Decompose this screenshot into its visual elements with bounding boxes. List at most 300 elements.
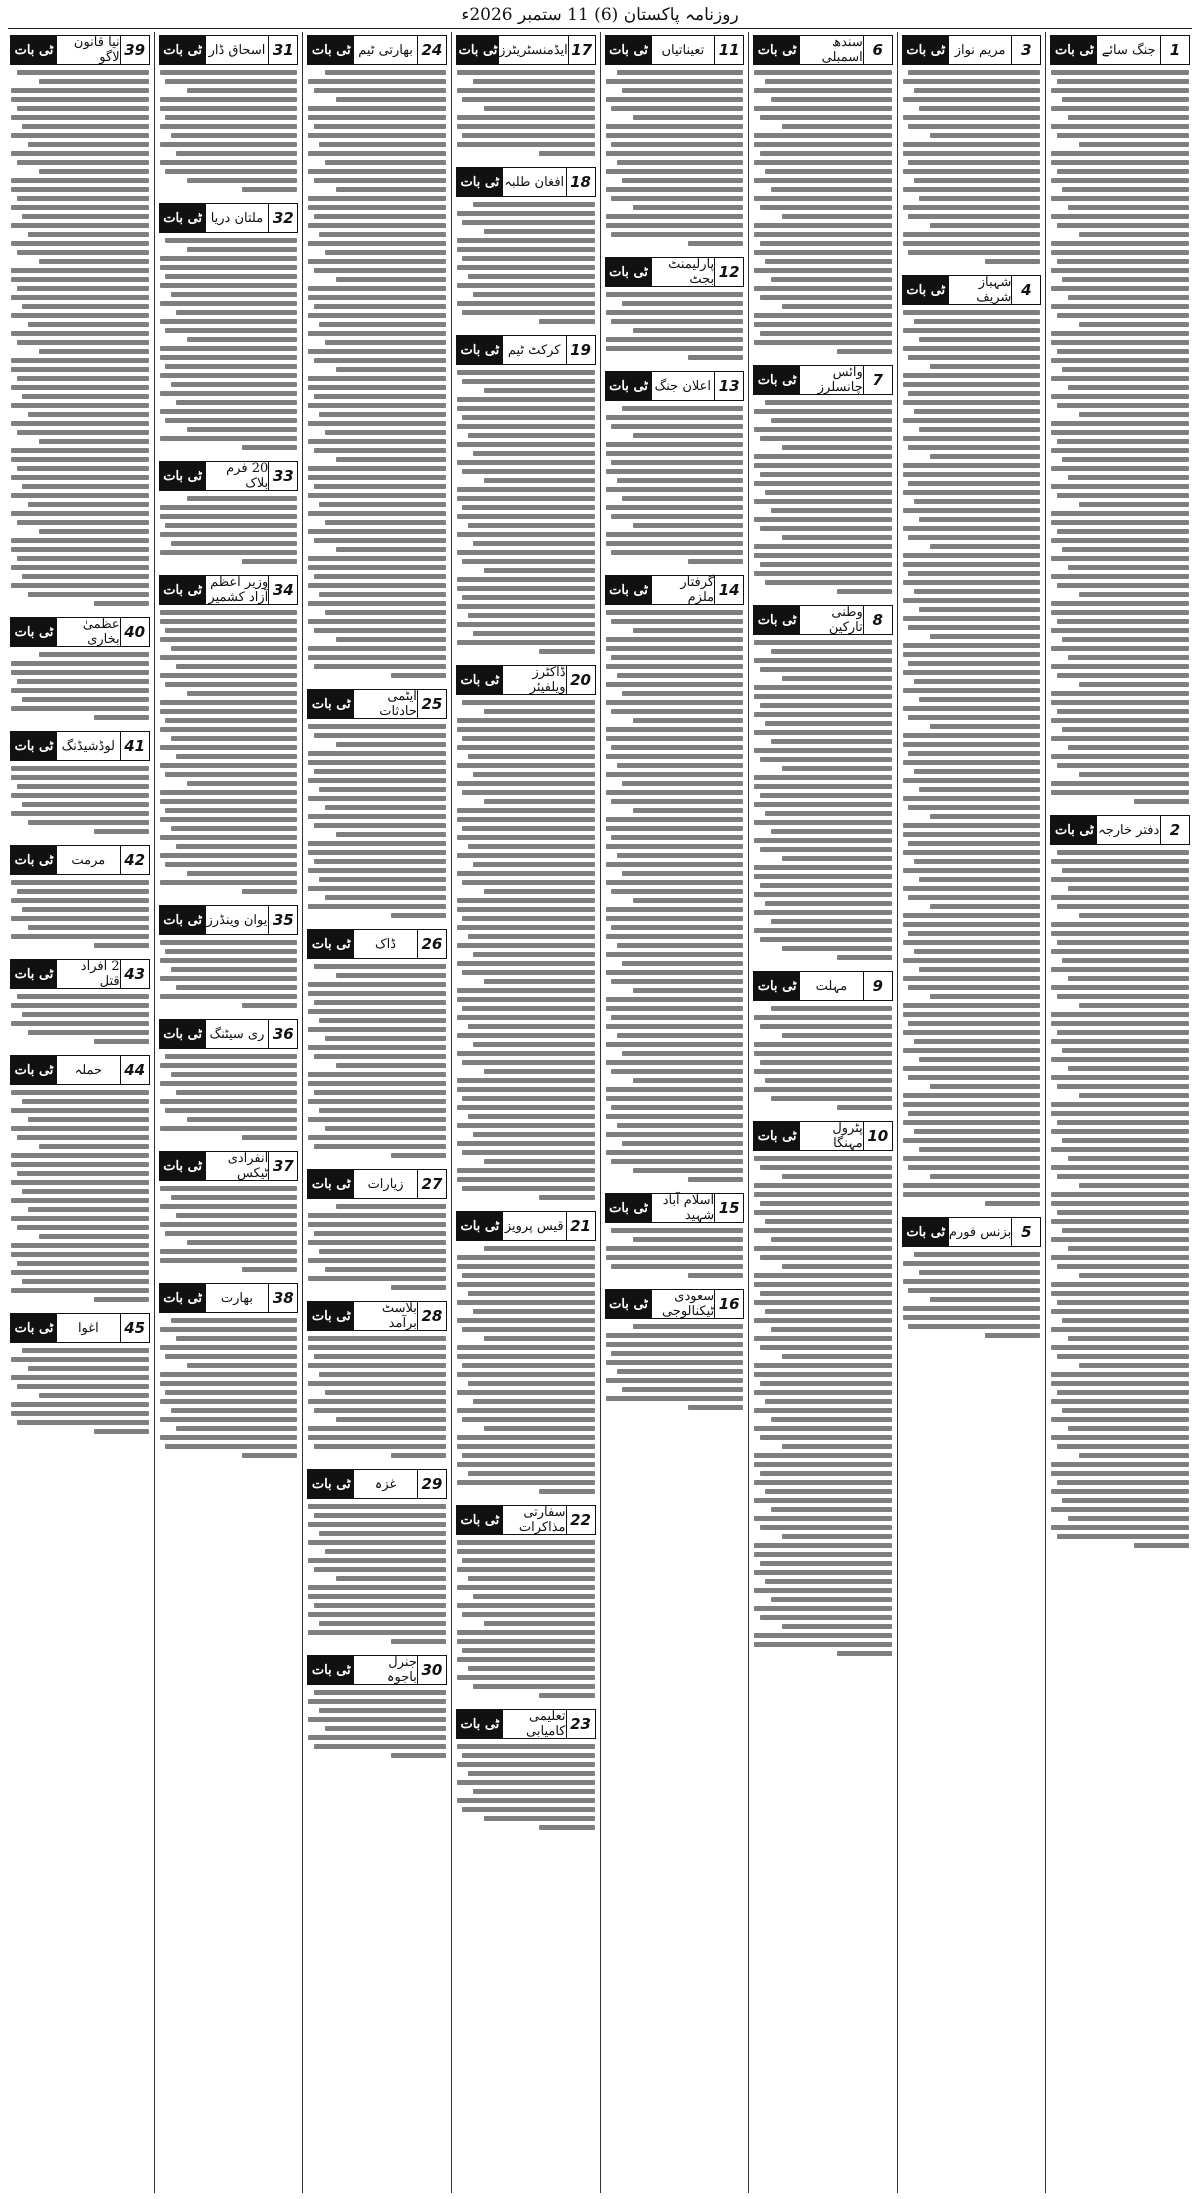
text-line (765, 1078, 892, 1083)
text-line (17, 679, 149, 684)
text-line (336, 97, 446, 102)
text-line (1051, 985, 1189, 990)
story-header[interactable] (902, 35, 1042, 65)
text-line (1051, 160, 1189, 165)
text-line (754, 133, 892, 138)
news-story[interactable] (159, 1280, 299, 1460)
text-line (919, 337, 1040, 342)
text-line (462, 1807, 594, 1812)
text-line (903, 778, 1041, 783)
text-line (468, 1381, 595, 1386)
story-header[interactable] (10, 731, 150, 761)
text-line (457, 763, 595, 768)
text-line (606, 1255, 744, 1260)
story-header[interactable] (753, 35, 893, 65)
text-line (1057, 1534, 1189, 1539)
story-header[interactable] (753, 1121, 893, 1151)
text-line (160, 976, 298, 981)
text-line (622, 1051, 743, 1056)
text-line (11, 583, 149, 588)
text-line (903, 832, 1041, 837)
news-story[interactable] (10, 1310, 150, 1436)
text-line (914, 1039, 1041, 1044)
story-title: انفرادی ٹیکس (206, 1152, 269, 1180)
news-story[interactable] (159, 458, 299, 566)
news-story[interactable] (10, 842, 150, 950)
text-line (782, 124, 892, 129)
text-line (457, 406, 595, 411)
story-body-text (605, 608, 745, 1184)
text-line (1062, 1228, 1189, 1233)
story-header[interactable] (159, 575, 299, 605)
text-line (903, 232, 1041, 237)
news-story[interactable] (159, 200, 299, 452)
story-body-text (1050, 848, 1190, 1550)
text-line (160, 283, 298, 288)
text-line (28, 1117, 149, 1122)
news-story[interactable] (902, 32, 1042, 266)
news-column (600, 32, 749, 2193)
story-header[interactable] (605, 257, 745, 287)
text-line (611, 550, 743, 555)
text-line (930, 994, 1040, 999)
news-story[interactable] (159, 32, 299, 194)
text-line (171, 541, 298, 546)
text-line (187, 691, 297, 696)
story-header[interactable] (753, 971, 893, 1001)
news-story[interactable] (307, 1466, 447, 1646)
text-line (457, 1300, 595, 1305)
text-line (1051, 877, 1189, 882)
text-line (1051, 1219, 1189, 1224)
text-line (760, 793, 892, 798)
text-line (754, 1273, 892, 1278)
text-line (606, 1132, 744, 1137)
text-line (760, 151, 892, 156)
text-line (1068, 1156, 1189, 1161)
text-line (903, 1279, 1041, 1284)
text-line (754, 553, 892, 558)
story-header[interactable] (456, 35, 596, 65)
text-line (473, 772, 594, 777)
news-story[interactable] (902, 272, 1042, 1208)
story-brand-label: ٹی بات (606, 1194, 652, 1222)
news-story[interactable] (159, 902, 299, 1010)
story-brand-label: ٹی بات (754, 1122, 800, 1150)
story-header[interactable] (1050, 35, 1190, 65)
text-line (308, 1045, 446, 1050)
text-line (484, 1426, 594, 1431)
text-line (11, 661, 149, 666)
story-header[interactable] (902, 275, 1042, 305)
story-brand-label: ٹی بات (11, 732, 57, 760)
news-story[interactable] (307, 1166, 447, 1292)
text-line (160, 1399, 298, 1404)
text-line (754, 802, 892, 807)
story-body-text (159, 1052, 299, 1142)
story-header[interactable] (307, 1655, 447, 1685)
text-line (473, 1309, 594, 1314)
news-story[interactable] (456, 662, 596, 1202)
text-line (22, 1348, 149, 1353)
story-brand-label: ٹی بات (754, 366, 800, 394)
news-story[interactable] (902, 1214, 1042, 1340)
text-line (457, 604, 595, 609)
text-line (606, 916, 744, 921)
text-line (484, 568, 594, 573)
text-line (473, 541, 594, 546)
news-story[interactable] (159, 1016, 299, 1142)
text-line (754, 1156, 892, 1161)
text-line (11, 1198, 149, 1203)
story-header[interactable] (605, 575, 745, 605)
story-header[interactable] (159, 203, 299, 233)
story-header[interactable] (10, 35, 150, 65)
story-brand-label: ٹی بات (308, 1470, 354, 1498)
story-title: پٹرول مہنگا (800, 1122, 863, 1150)
text-line (484, 1069, 594, 1074)
text-line (457, 640, 595, 645)
text-line (760, 436, 892, 441)
story-number: 36 (268, 1020, 297, 1048)
news-story[interactable] (456, 1706, 596, 1832)
text-line (308, 814, 446, 819)
story-header[interactable] (753, 605, 893, 635)
text-line (457, 1390, 595, 1395)
text-line (611, 745, 743, 750)
text-line (242, 187, 297, 192)
text-line (617, 673, 744, 678)
news-story[interactable] (753, 32, 893, 356)
news-story[interactable] (605, 254, 745, 362)
story-header[interactable] (159, 905, 299, 935)
text-line (308, 1135, 446, 1140)
story-header[interactable] (10, 1313, 150, 1343)
text-line (160, 637, 298, 642)
text-line (187, 337, 297, 342)
text-line (171, 1318, 298, 1323)
text-line (308, 205, 446, 210)
story-number: 24 (417, 36, 446, 64)
text-line (11, 493, 149, 498)
text-line (391, 1753, 446, 1758)
text-line (919, 1147, 1040, 1152)
text-line (930, 223, 1040, 228)
story-header[interactable] (1050, 815, 1190, 845)
text-line (176, 1426, 297, 1431)
story-body-text (159, 1184, 299, 1274)
text-line (308, 868, 446, 873)
story-title: وزیر اعظم آزاد کشمیر (206, 576, 269, 604)
text-line (462, 1648, 594, 1653)
news-story[interactable] (456, 164, 596, 326)
text-line (1079, 412, 1189, 417)
text-line (17, 1384, 149, 1389)
text-line (771, 649, 892, 654)
text-line (171, 382, 298, 387)
text-line (611, 196, 743, 201)
text-line (606, 1096, 744, 1101)
story-header[interactable] (307, 35, 447, 65)
text-line (1051, 196, 1189, 201)
story-brand-label: ٹی بات (754, 972, 800, 1000)
story-header[interactable] (456, 1211, 596, 1241)
text-line (1051, 790, 1189, 795)
story-brand-label: ٹی بات (457, 1710, 503, 1738)
text-line (308, 223, 446, 228)
story-header[interactable] (753, 365, 893, 395)
text-line (314, 769, 446, 774)
text-line (160, 265, 298, 270)
news-story[interactable] (605, 1190, 745, 1280)
text-line (1051, 1525, 1189, 1530)
story-brand-label: ٹی بات (11, 36, 57, 64)
text-line (308, 403, 446, 408)
text-line (11, 811, 149, 816)
text-line (28, 412, 149, 417)
text-line (160, 790, 298, 795)
story-header[interactable] (456, 1505, 596, 1535)
text-line (314, 628, 446, 633)
text-line (336, 277, 446, 282)
news-story[interactable] (1050, 812, 1190, 1550)
text-line (1051, 1471, 1189, 1476)
text-line (908, 841, 1040, 846)
text-line (908, 985, 1040, 990)
text-line (457, 1255, 595, 1260)
text-line (165, 1231, 297, 1236)
text-line (985, 259, 1040, 264)
story-header[interactable] (307, 1169, 447, 1199)
news-story[interactable] (1050, 32, 1190, 806)
news-story[interactable] (10, 1052, 150, 1304)
text-line (903, 115, 1041, 120)
text-line (484, 799, 594, 804)
text-line (617, 70, 744, 75)
text-line (1051, 430, 1189, 435)
text-line (1062, 547, 1189, 552)
story-header[interactable] (902, 1217, 1042, 1247)
news-story[interactable] (307, 32, 447, 680)
text-line (187, 427, 297, 432)
text-line (457, 808, 595, 813)
news-story[interactable] (10, 32, 150, 608)
text-line (754, 1453, 892, 1458)
text-line (1079, 1093, 1189, 1098)
text-line (1051, 628, 1189, 633)
text-line (11, 241, 149, 246)
story-header[interactable] (10, 1055, 150, 1085)
text-line (319, 232, 446, 237)
news-story[interactable] (456, 1502, 596, 1700)
story-body-text (456, 1538, 596, 1700)
story-header[interactable] (307, 929, 447, 959)
story-header[interactable] (605, 1289, 745, 1319)
text-line (1051, 88, 1189, 93)
text-line (903, 436, 1041, 441)
news-story[interactable] (605, 368, 745, 566)
story-header[interactable] (307, 689, 447, 719)
text-line (908, 1288, 1040, 1293)
text-line (622, 406, 743, 411)
news-story[interactable] (456, 332, 596, 656)
text-line (160, 409, 298, 414)
text-line (457, 1078, 595, 1083)
text-line (319, 1372, 446, 1377)
news-story[interactable] (753, 1118, 893, 1658)
text-line (903, 616, 1041, 621)
story-header[interactable] (307, 1469, 447, 1499)
story-header[interactable] (456, 167, 596, 197)
text-line (1051, 268, 1189, 273)
text-line (336, 637, 446, 642)
story-header[interactable] (456, 335, 596, 365)
story-number: 23 (566, 1710, 595, 1738)
text-line (919, 787, 1040, 792)
news-story[interactable] (10, 728, 150, 836)
text-line (606, 451, 744, 456)
text-line (22, 484, 149, 489)
news-story[interactable] (456, 1208, 596, 1496)
story-header[interactable] (10, 845, 150, 875)
news-story[interactable] (307, 1652, 447, 1760)
text-line (22, 214, 149, 219)
news-story[interactable] (307, 686, 447, 920)
text-line (308, 1630, 446, 1635)
news-story[interactable] (605, 1286, 745, 1412)
text-line (165, 169, 297, 174)
story-number: 7 (863, 366, 892, 394)
text-line (606, 790, 744, 795)
text-line (165, 364, 297, 369)
text-line (771, 1096, 892, 1101)
text-line (165, 808, 297, 813)
text-line (611, 1159, 743, 1164)
story-header[interactable] (159, 1283, 299, 1313)
text-line (1079, 502, 1189, 507)
text-line (462, 415, 594, 420)
text-line (457, 460, 595, 465)
story-header[interactable] (307, 1301, 447, 1331)
text-line (754, 499, 892, 504)
story-header[interactable] (605, 1193, 745, 1223)
news-story[interactable] (753, 968, 893, 1112)
news-story[interactable] (307, 926, 447, 1160)
text-line (11, 1357, 149, 1362)
text-line (28, 1207, 149, 1212)
news-story[interactable] (753, 362, 893, 596)
text-line (837, 349, 892, 354)
text-line (908, 1021, 1040, 1026)
text-line (606, 169, 744, 174)
news-story[interactable] (605, 572, 745, 1184)
text-line (1051, 1012, 1189, 1017)
text-line (771, 829, 892, 834)
story-header[interactable] (159, 1019, 299, 1049)
text-line (160, 994, 298, 999)
text-line (606, 415, 744, 420)
text-line (539, 1195, 594, 1200)
story-header[interactable] (605, 371, 745, 401)
story-title: غزہ (354, 1470, 417, 1498)
text-line (462, 220, 594, 225)
text-line (473, 451, 594, 456)
story-brand-label: ٹی بات (606, 36, 652, 64)
text-line (908, 160, 1040, 165)
story-brand-label: ٹی بات (308, 1302, 354, 1330)
text-line (308, 565, 446, 570)
text-line (1062, 367, 1189, 372)
text-line (1068, 205, 1189, 210)
text-line (903, 940, 1041, 945)
text-line (314, 1231, 446, 1236)
text-line (457, 1567, 595, 1572)
news-story[interactable] (307, 1298, 447, 1460)
text-line (754, 1336, 892, 1341)
text-line (760, 1561, 892, 1566)
text-line (319, 322, 446, 327)
story-header[interactable] (605, 35, 745, 65)
text-line (22, 907, 149, 912)
text-line (1051, 1021, 1189, 1026)
text-line (1062, 277, 1189, 282)
text-line (308, 331, 446, 336)
text-line (606, 97, 744, 102)
text-line (165, 79, 297, 84)
news-story[interactable] (10, 614, 150, 722)
text-line (633, 898, 743, 903)
text-line (1079, 1453, 1189, 1458)
text-line (473, 292, 594, 297)
story-title: اغوا (57, 1314, 120, 1342)
text-line (308, 1258, 446, 1263)
story-header[interactable] (456, 665, 596, 695)
story-header[interactable] (456, 1709, 596, 1739)
story-header[interactable] (159, 35, 299, 65)
text-line (314, 664, 446, 669)
story-body-text (10, 68, 150, 608)
text-line (1057, 1120, 1189, 1125)
news-story[interactable] (605, 32, 745, 248)
text-line (325, 610, 446, 615)
story-header[interactable] (10, 617, 150, 647)
text-line (319, 502, 446, 507)
text-line (308, 151, 446, 156)
text-line (606, 442, 744, 447)
text-line (611, 799, 743, 804)
story-brand-label: ٹی بات (160, 1152, 206, 1180)
news-story[interactable] (159, 1148, 299, 1274)
news-story[interactable] (456, 32, 596, 158)
news-story[interactable] (753, 602, 893, 962)
story-header[interactable] (159, 461, 299, 491)
news-story[interactable] (159, 572, 299, 896)
text-line (903, 97, 1041, 102)
text-line (11, 151, 149, 156)
text-line (165, 115, 297, 120)
story-header[interactable] (159, 1151, 299, 1181)
story-number: 2 (1160, 816, 1189, 844)
text-line (1051, 151, 1189, 156)
text-line (903, 913, 1041, 918)
story-header[interactable] (10, 959, 150, 989)
text-line (606, 1378, 744, 1383)
text-line (1062, 958, 1189, 963)
text-line (1051, 1489, 1189, 1494)
text-line (165, 949, 297, 954)
text-line (11, 1270, 149, 1275)
news-story[interactable] (10, 956, 150, 1046)
